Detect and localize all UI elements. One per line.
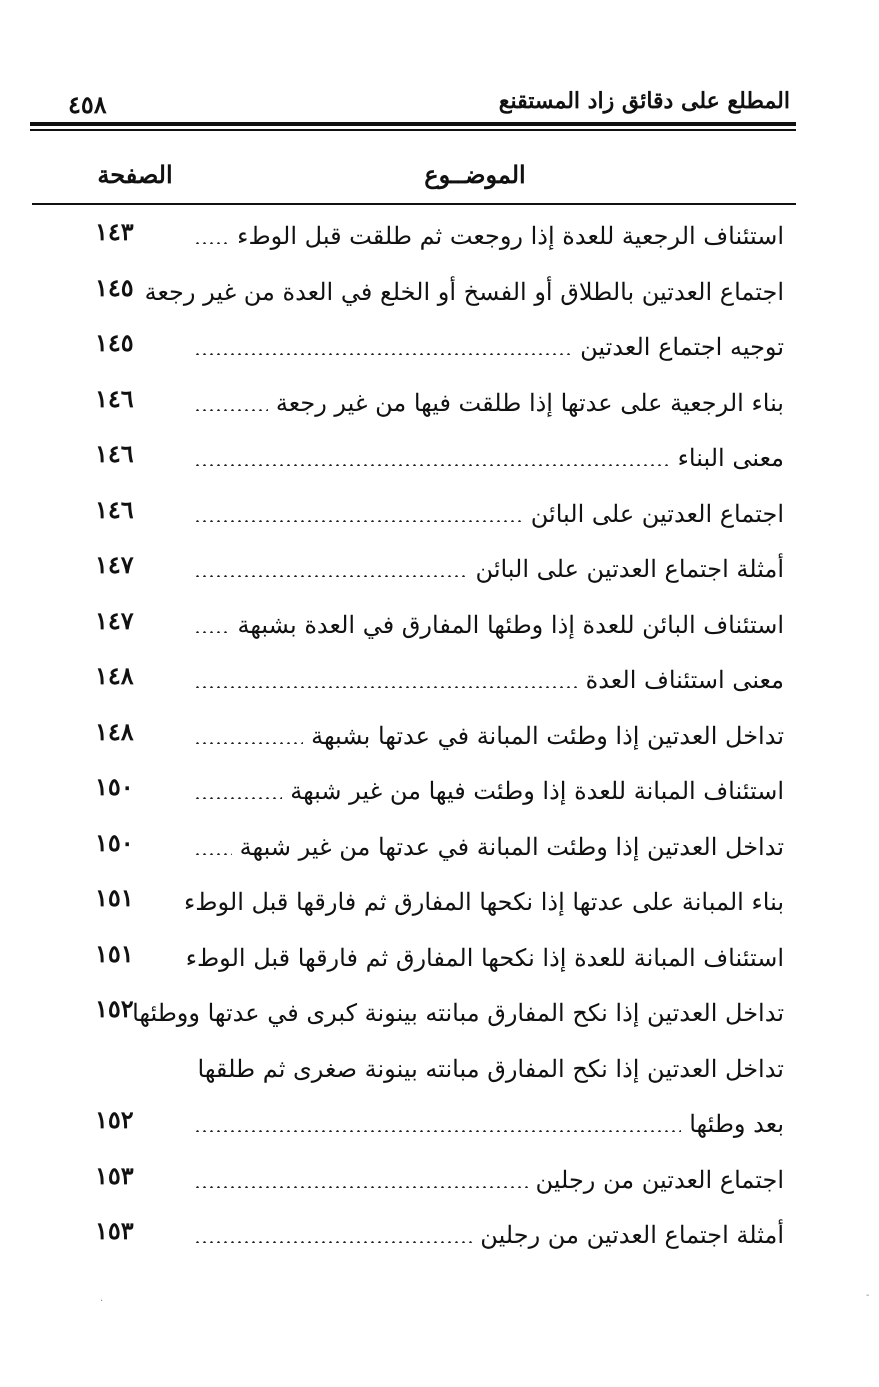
toc-entry-title: بعد وطئها <box>689 1110 784 1138</box>
toc-entry-title-line <box>184 874 784 930</box>
toc-entry-title-line <box>194 208 784 264</box>
toc-entry-title: استئناف البائن للعدة إذا وطئها المفارق في العدة بشبهة <box>237 610 784 639</box>
toc-entry <box>0 819 879 875</box>
dot-leader <box>194 1186 528 1188</box>
toc-entry-title-line <box>144 264 784 320</box>
toc-entry-page: ١٤٣ <box>95 217 134 246</box>
column-header-rule <box>32 203 796 205</box>
toc-entry-title: اجتماع العدتين على البائن <box>530 499 784 528</box>
toc-entry-page: ١٤٥ <box>95 328 134 357</box>
toc-entry <box>0 375 879 431</box>
toc-entry-page: ١٤٦ <box>95 494 134 524</box>
toc-entry-title-line <box>194 1041 784 1097</box>
running-header <box>30 82 796 126</box>
toc-entry-page: ١٥٢ <box>95 994 134 1023</box>
toc-entry-title: توجيه اجتماع العدتين <box>580 333 784 361</box>
toc-entry-title-line <box>194 819 784 875</box>
page-number: ٤٥٨ <box>68 90 107 119</box>
toc-entry-title: تداخل العدتين إذا وطئت المبانة في عدتها بشبهة <box>311 721 784 750</box>
toc-entry <box>0 430 879 486</box>
dot-leader <box>194 686 578 688</box>
book-title: المطلع على دقائق زاد المستقنع <box>498 88 790 114</box>
toc-entry <box>0 708 879 764</box>
toc-entry <box>0 652 879 708</box>
toc-entry <box>0 930 879 986</box>
toc-entry <box>0 541 879 597</box>
dot-leader <box>194 631 229 633</box>
toc-entry <box>0 1207 879 1263</box>
toc-entry-title: معنى البناء <box>677 444 784 472</box>
toc-entry-title-line <box>194 708 784 764</box>
toc-entry-title-line <box>194 597 784 653</box>
toc-entry-title: اجتماع العدتين بالطلاق أو الفسخ أو الخلع في العدة من غير رجعة <box>144 277 784 306</box>
toc-entry-page: ١٥٣ <box>95 1160 134 1190</box>
dot-leader <box>194 575 468 577</box>
toc-entry-page: ١٤٨ <box>95 661 134 690</box>
toc-entry-title: تداخل العدتين إذا وطئت المبانة في عدتها من غير شبهة <box>239 832 784 861</box>
toc-entry <box>0 319 879 375</box>
toc-entry-page: ١٥٢ <box>95 1105 134 1134</box>
dot-leader <box>194 242 229 244</box>
scan-speck-right: - <box>866 1290 870 1301</box>
toc-entry-title: بناء المبانة على عدتها إذا نكحها المفارق ثم فارقها قبل الوطء <box>184 888 784 916</box>
toc-entry-page <box>95 1041 185 1097</box>
toc-entry-title-line <box>185 930 784 986</box>
header-rule-thin <box>30 129 796 131</box>
toc-entry-page: ١٤٦ <box>95 383 134 413</box>
toc-entry <box>0 763 879 819</box>
toc-entry <box>0 1041 879 1097</box>
dot-leader <box>194 1130 681 1132</box>
column-header-subject: الموضــوع <box>424 160 526 189</box>
dot-leader <box>194 520 523 522</box>
toc-entry-title-line <box>194 652 784 708</box>
toc-entry <box>0 597 879 653</box>
toc-entry-page: ١٥٠ <box>95 772 134 801</box>
toc-entry-page: ١٤٧ <box>95 605 134 635</box>
toc-entry-title: استئناف المبانة للعدة إذا وطئت فيها من غير شبهة <box>290 777 784 805</box>
toc-entry-title-line <box>194 319 784 375</box>
dot-leader <box>194 353 572 355</box>
toc-entry-title: تداخل العدتين إذا نكح المفارق مبانته بينونة كبرى في عدتها ووطئها <box>132 999 784 1027</box>
toc-entry <box>0 486 879 542</box>
toc-entry-title: استئناف المبانة للعدة إذا نكحها المفارق ثم فارقها قبل الوطء <box>185 943 784 972</box>
dot-leader <box>194 797 282 799</box>
toc-entry-page: ١٤٧ <box>95 550 134 579</box>
toc-entry <box>0 1096 879 1152</box>
toc-entry-title-line <box>132 985 784 1041</box>
toc-entry-page: ١٥١ <box>95 883 134 912</box>
column-header-page: الصفحة <box>97 160 173 189</box>
toc-entry-page: ١٤٨ <box>95 716 134 746</box>
toc-entry-title-line <box>194 375 784 431</box>
toc-entry-page: ١٥٠ <box>95 827 134 857</box>
dot-leader <box>194 1241 472 1243</box>
dot-leader <box>194 853 232 855</box>
toc-entry <box>0 874 879 930</box>
toc-entry-title: تداخل العدتين إذا نكح المفارق مبانته بينونة صغرى ثم طلقها <box>197 1054 784 1083</box>
toc-entry-title: بناء الرجعية على عدتها إذا طلقت فيها من غير رجعة <box>275 388 784 417</box>
toc-entry-title-line <box>194 486 784 542</box>
toc-entry-title-line <box>194 763 784 819</box>
toc-entry <box>0 985 879 1041</box>
toc-entry-title-line <box>194 1096 784 1152</box>
toc-entry-page: ١٥١ <box>95 938 134 968</box>
dot-leader <box>194 742 303 744</box>
toc-entry <box>0 1152 879 1208</box>
dot-leader <box>194 409 268 411</box>
toc-entry-title: اجتماع العدتين من رجلين <box>535 1165 784 1194</box>
toc-entry <box>0 264 879 320</box>
dot-leader <box>194 464 670 466</box>
scan-speck-left: · <box>100 1296 104 1307</box>
toc-entry-title: أمثلة اجتماع العدتين من رجلين <box>480 1221 784 1249</box>
toc-entry-title: استئناف الرجعية للعدة إذا روجعت ثم طلقت قبل الوطء <box>237 222 784 250</box>
toc-entry-title-line <box>194 430 784 486</box>
toc-entry-title-line <box>194 1152 784 1208</box>
toc-entry-title-line <box>194 541 784 597</box>
toc-entry-title: أمثلة اجتماع العدتين على البائن <box>475 555 784 583</box>
toc-entry-page: ١٥٣ <box>95 1216 134 1245</box>
toc-entry-title: معنى استئناف العدة <box>585 666 784 694</box>
header-rule-thick <box>30 122 796 126</box>
toc-entry-page: ١٤٦ <box>95 439 134 468</box>
toc-entry <box>0 208 879 264</box>
toc-entry-page: ١٤٥ <box>95 272 134 302</box>
toc-entry-title-line <box>194 1207 784 1263</box>
